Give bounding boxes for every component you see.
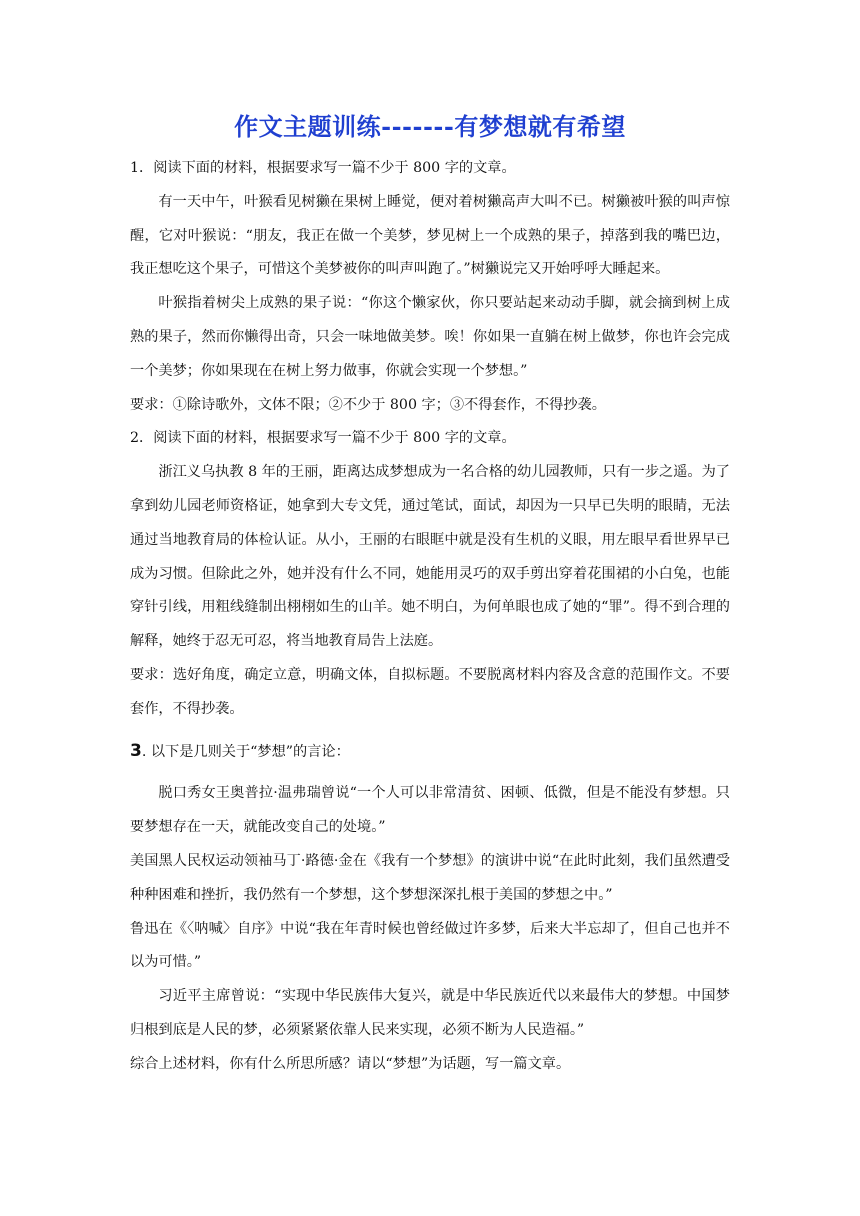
question-3-quote-luxun: 鲁迅在《〈呐喊〉自序》中说“我在年青时候也曾经做过许多梦，后来大半忘却了，但自己也并不以为可惜。” [130,920,730,971]
question-2-requirement: 要求：选好角度，确定立意，明确文体，自拟标题。不要脱离材料内容及含意的范围作文。不要套作，不得抄袭。 [130,666,730,717]
document-body [130,152,730,1082]
page-title: 作文主题训练-------有梦想就有希望 [234,112,626,141]
question-1-paragraph-2: 叶猴指着树尖上成熟的果子说：“你这个懒家伙，你只要站起来动动手脚，就会摘到树上成熟的果子，然而你懒得出奇，只会一味地做美梦。唉！你如果一直躺在树上做梦，你也许会完成一个美梦；你如果现在在树上努力做事，你就会实现一个梦想。” [130,295,730,379]
question-3-instruction: 综合上述材料，你有什么所思所感？请以“梦想”为话题，写一篇文章。 [130,1055,571,1072]
question-1-prompt: 1．阅读下面的材料，根据要求写一篇不少于 800 字的文章。 [130,160,516,176]
question-3-quote-oprah: 脱口秀女王奥普拉·温弗瑞曾说“一个人可以非常清贫、困顿、低微，但是不能没有梦想。只要梦想存在一天，就能改变自己的处境。” [130,785,730,836]
question-2-prompt: 2．阅读下面的材料，根据要求写一篇不少于 800 字的文章。 [130,430,516,447]
question-1-requirement: 要求：①除诗歌外，文体不限；②不少于 800 字；③不得套作，不得抄袭。 [130,396,606,413]
question-3-quote-xi: 习近平主席曾说：“实现中华民族伟大复兴，就是中华民族近代以来最伟大的梦想。中国梦归根到底是人民的梦，必须紧紧依靠人民来实现，必须不断为人民造福。” [130,988,730,1038]
question-3-quote-mlk: 美国黑人民权运动领袖马丁·路德·金在《我有一个梦想》的演讲中说“在此时此刻，我们虽然遭受种种困难和挫折，我仍然有一个梦想，这个梦想深深扎根于美国的梦想之中。” [130,852,730,903]
question-2-paragraph: 浙江义乌执教 8 年的王丽，距离达成梦想成为一名合格的幼儿园教师，只有一步之遥。为了拿到幼儿园老师资格证，她拿到大专文凭，通过笔试，面试，却因为一只早已失明的眼睛，无法通过当地教育局的体检认证。从小，王丽的右眼眶中就是没有生机的义眼，用左眼早看世界早已成为习惯。但除此之外，她并没有什么不同，她能用灵巧的双手剪出穿着花围裙的小白兔，也能穿针引线，用粗线缝制出栩栩如生的山羊。她不明白，为何单眼也成了她的“罪”。得不到合理的解释，她终于忍无可忍，将当地教育局告上法庭。 [130,464,730,650]
question-3-heading [130,735,730,770]
question-3-number: 3 [130,740,142,761]
question-1-paragraph-1: 有一天中午，叶猴看见树獭在果树上睡觉，便对着树獭高声大叫不已。树獭被叶猴的叫声惊醒，它对叶猴说：“朋友，我正在做一个美梦，梦见树上一个成熟的果子，掉落到我的嘴巴边，我正想吃这个果子，可惜这个美梦被你的叫声叫跑了。”树獭说完又开始呼呼大睡起来。 [130,193,730,278]
question-3-prompt: . 以下是几则关于“梦想”的言论： [141,743,350,760]
